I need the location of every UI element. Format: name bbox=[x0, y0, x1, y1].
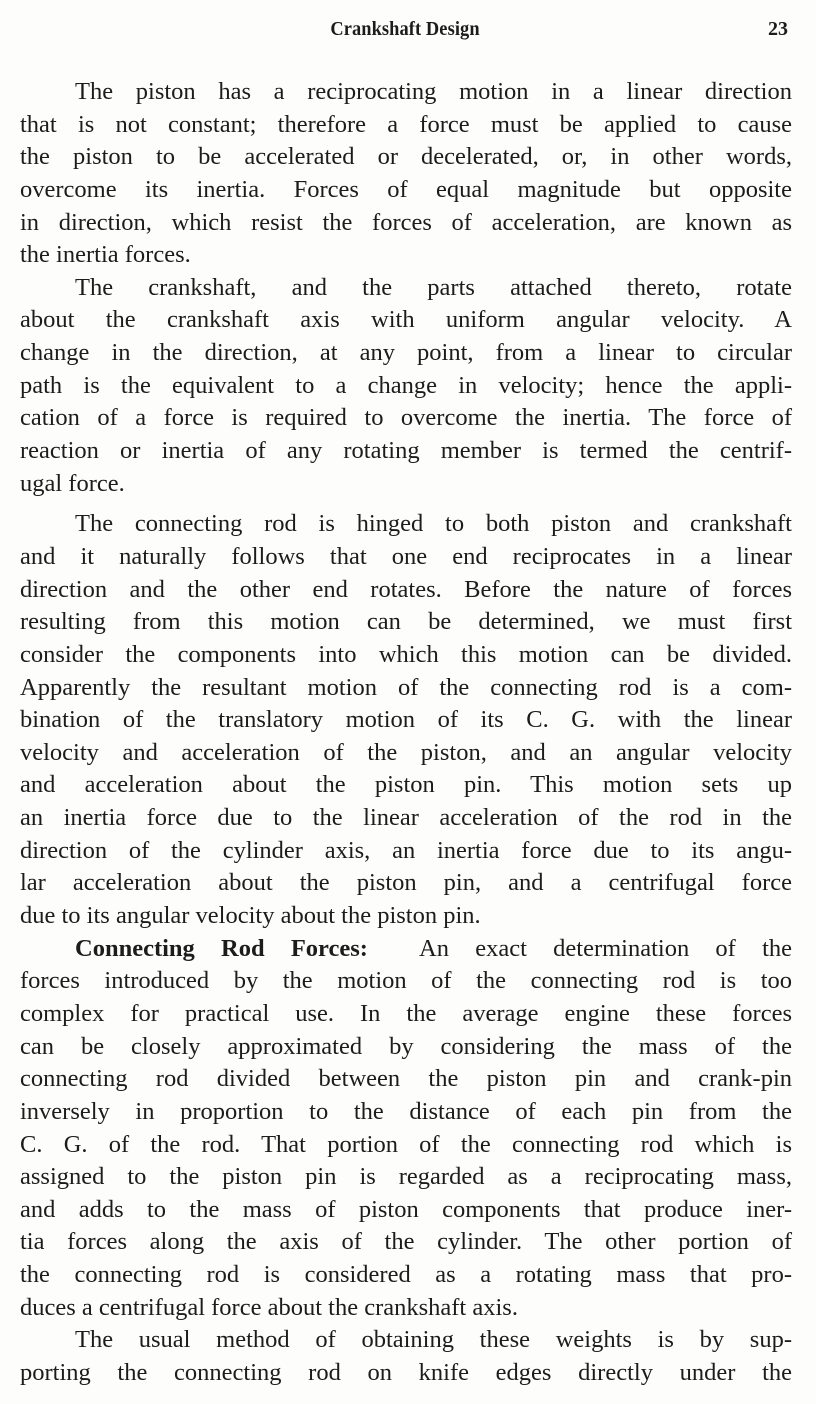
text-line: direction of the cylinder axis, an inertia force due to its angu- bbox=[20, 836, 792, 864]
text-line: and adds to the mass of piston components that produce iner- bbox=[20, 1195, 792, 1223]
text-line: The connecting rod is hinged to both piston and crankshaft bbox=[75, 510, 792, 538]
text-line: overcome its inertia. Forces of equal magnitude but opposite bbox=[20, 175, 792, 203]
text-line: forces introduced by the motion of the connecting rod is too bbox=[20, 967, 792, 995]
text-line: Apparently the resultant motion of the connecting rod is a com- bbox=[20, 673, 792, 701]
text-line: velocity and acceleration of the piston, and an angular velocity bbox=[20, 738, 792, 766]
text-line: about the crankshaft axis with uniform angular velocity. A bbox=[20, 306, 792, 334]
text-line: consider the components into which this motion can be divided. bbox=[20, 640, 792, 668]
text-line: C. G. of the rod. That portion of the connecting rod which is bbox=[20, 1130, 792, 1158]
paragraph-connecting-rod-motion bbox=[20, 508, 792, 932]
text-line: connecting rod divided between the piston pin and crank-pin bbox=[20, 1065, 792, 1093]
page-number: 23 bbox=[768, 18, 788, 40]
text-line: assigned to the piston pin is regarded as a reciprocating mass, bbox=[20, 1163, 792, 1191]
text-line: the inertia forces. bbox=[20, 241, 191, 269]
text-line: resulting from this motion can be determined, we must first bbox=[20, 608, 792, 636]
text-line: The crankshaft, and the parts attached thereto, rotate bbox=[75, 273, 792, 301]
text-line: The piston has a reciprocating motion in a linear direction bbox=[75, 78, 792, 105]
text-line: an inertia force due to the linear acceleration of the rod in the bbox=[20, 804, 792, 832]
text-line: path is the equivalent to a change in velocity; hence the appli- bbox=[20, 371, 792, 399]
text-line: change in the direction, at any point, from a linear to circular bbox=[20, 339, 792, 367]
text-line: and acceleration about the piston pin. This motion sets up bbox=[20, 771, 792, 799]
section-heading: Connecting Rod Forces: bbox=[75, 934, 368, 962]
text-line: can be closely approximated by considering the mass of the bbox=[20, 1032, 792, 1060]
text-line: the piston to be accelerated or decelerated, or, in other words, bbox=[20, 143, 792, 171]
text-line: and it naturally follows that one end reciprocates in a linear bbox=[20, 542, 792, 570]
text-line: reaction or inertia of any rotating member is termed the centrif- bbox=[20, 437, 792, 465]
paragraph-gap bbox=[20, 500, 792, 508]
paragraph-connecting-rod-forces bbox=[20, 933, 792, 1325]
text-line: the connecting rod is considered as a rotating mass that pro- bbox=[20, 1261, 792, 1289]
text-line: due to its angular velocity about the piston pin. bbox=[20, 902, 481, 930]
running-header bbox=[20, 18, 790, 48]
text-line: The usual method of obtaining these weights is by sup- bbox=[75, 1326, 792, 1354]
text-line: tia forces along the axis of the cylinder. The other portion of bbox=[20, 1228, 792, 1256]
text-line: that is not constant; therefore a force must be applied to cause bbox=[20, 110, 792, 138]
text-line: cation of a force is required to overcome the inertia. The force of bbox=[20, 404, 792, 432]
text-line: direction and the other end rotates. Before the nature of forces bbox=[20, 575, 792, 603]
text-line: in direction, which resist the forces of acceleration, are known as bbox=[20, 208, 792, 236]
paragraph-weighing-method bbox=[20, 1324, 792, 1389]
text-line: bination of the translatory motion of its C. G. with the linear bbox=[20, 706, 792, 734]
text-line: lar acceleration about the piston pin, and a centrifugal force bbox=[20, 869, 792, 897]
running-title: Crankshaft Design bbox=[330, 18, 480, 40]
text-line: duces a centrifugal force about the crankshaft axis. bbox=[20, 1293, 518, 1321]
text-line: inversely in proportion to the distance of each pin from the bbox=[20, 1097, 792, 1125]
body-text bbox=[20, 76, 792, 1390]
paragraph-inertia-forces bbox=[20, 76, 792, 272]
text-run: An exact determination of the bbox=[419, 934, 793, 962]
text-line: ugal force. bbox=[20, 469, 125, 497]
text-line: complex for practical use. In the average engine these forces bbox=[20, 999, 792, 1027]
text-line-with-heading bbox=[20, 933, 792, 966]
paragraph-centrifugal-force bbox=[20, 272, 792, 500]
text-line: porting the connecting rod on knife edges directly under the bbox=[20, 1358, 792, 1386]
